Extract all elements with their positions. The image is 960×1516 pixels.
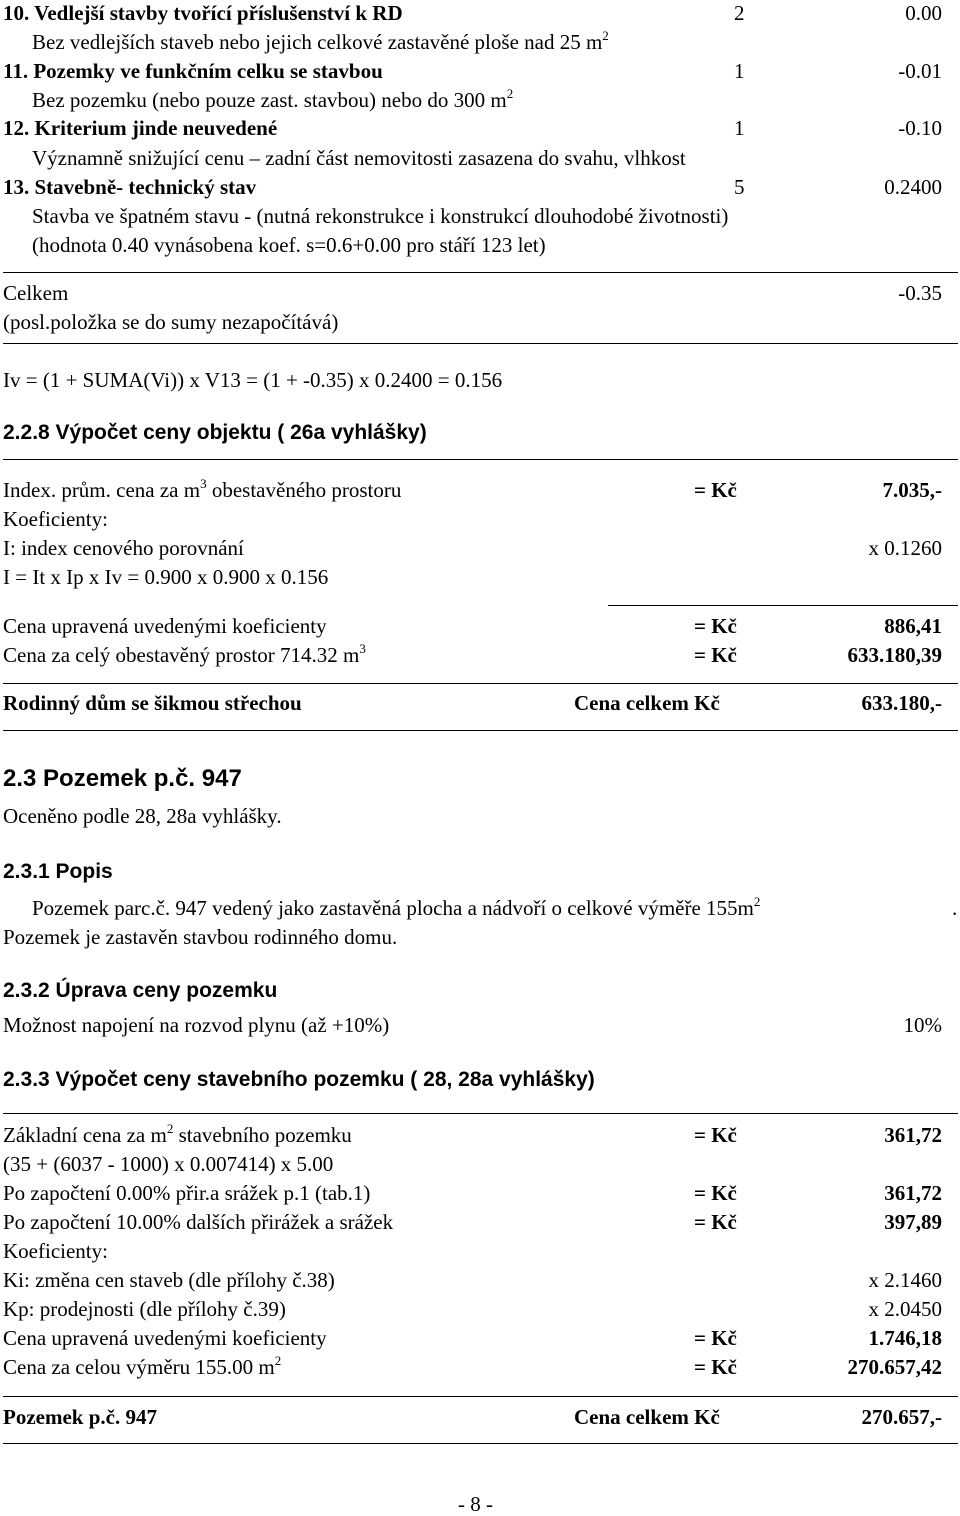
item-11-value: -0.01: [898, 59, 942, 83]
adjusted-price-label: Cena upravená uvedenými koeficienty: [3, 1326, 327, 1350]
eq-kc: = Kč: [694, 643, 737, 667]
kp-label: Kp: prodejnosti (dle přílohy č.39): [3, 1297, 286, 1321]
divider: [3, 730, 958, 731]
i-formula: I = It x Ip x Iv = 0.900 x 0.900 x 0.156: [3, 565, 329, 589]
base-price-label: Základní cena za $m^2$ stavebního pozemku: [3, 1121, 352, 1147]
page-number: - 8 -: [458, 1492, 493, 1516]
coefficients-label: Koeficienty:: [3, 507, 108, 531]
base-price-value: 361,72: [884, 1123, 942, 1147]
i-index-value: x 0.1260: [868, 536, 942, 560]
item-12-title: 12. Kriterium jinde neuvedené: [3, 116, 278, 140]
eq-kc: = Kč: [694, 1181, 737, 1205]
item-10-desc: Bez vedlejších staveb nebo jejich celkové zastavěné ploše nad 25 $m^2$: [32, 28, 609, 54]
item-10-value: 0.00: [905, 1, 942, 25]
divider: [3, 459, 958, 460]
divider: [608, 605, 958, 606]
item-12-value: -0.10: [898, 116, 942, 140]
whole-space-value: 633.180,39: [847, 643, 942, 667]
house-total-label: Rodinný dům se šikmou střechou: [3, 691, 302, 715]
eq-kc: = Kč: [694, 1210, 737, 1234]
section-heading: 2.3.3 Výpočet ceny stavebního pozemku ( 28, 28a vyhlášky): [3, 1068, 595, 1091]
land-total-mid: Cena celkem Kč: [574, 1405, 720, 1429]
total-note: (posl.položka se do sumy nezapočítává): [3, 310, 339, 334]
divider: [3, 1113, 958, 1114]
description-line: Pozemek parc.č. 947 vedený jako zastavěná plocha a nádvoří o celkové výměře $155m^2$: [32, 894, 761, 920]
item-13-value: 0.2400: [884, 175, 942, 199]
base-formula: (35 + (6037 - 1000) x 0.007414) x 5.00: [3, 1152, 334, 1176]
item-13-desc: Stavba ve špatném stavu - (nutná rekonstrukce i konstrukcí dlouhodobé životnosti): [32, 204, 729, 228]
coefficients-label: Koeficienty:: [3, 1239, 108, 1263]
section-subtitle: Oceněno podle 28, 28a vyhlášky.: [3, 804, 282, 828]
section-heading: 2.3.2 Úprava ceny pozemku: [3, 979, 278, 1002]
divider: [3, 1443, 958, 1444]
section-heading: 2.2.8 Výpočet ceny objektu ( 26a vyhlášky): [3, 421, 427, 444]
section-heading: 2.3.1 Popis: [3, 860, 113, 883]
adjustment-label: Možnost napojení na rozvod plynu (až +10%): [3, 1013, 390, 1037]
house-total-value: 633.180,-: [861, 691, 942, 715]
land-total-value: 270.657,-: [861, 1405, 942, 1429]
section-heading: 2.3 Pozemek p.č. 947: [3, 765, 242, 792]
area-price-label: Cena za celou výměru 155.00 $m^2$: [3, 1353, 282, 1379]
p1-value: 361,72: [884, 1181, 942, 1205]
total-label: Celkem: [3, 281, 69, 305]
index-price-label: Index. prům. cena za $m^3$ obestavěného prostoru: [3, 476, 402, 502]
item-11-title: 11. Pozemky ve funkčním celku se stavbou: [3, 59, 383, 83]
adjusted-price-value: 886,41: [884, 614, 942, 638]
p2-label: Po započtení 10.00% dalších přirážek a srážek: [3, 1210, 394, 1234]
adjusted-price-label: Cena upravená uvedenými koeficienty: [3, 614, 327, 638]
description-line: Pozemek je zastavěn stavbou rodinného domu.: [3, 925, 398, 949]
ki-value: x 2.1460: [868, 1268, 942, 1292]
item-10-v: 2: [734, 1, 745, 25]
iv-formula: Iv = (1 + SUMA(Vi)) x V13 = (1 + -0.35) x 0.2400 = 0.156: [3, 368, 503, 392]
land-total-label: Pozemek p.č. 947: [3, 1405, 157, 1429]
adjusted-price-value: 1.746,18: [868, 1326, 942, 1350]
index-price-value: 7.035,-: [882, 478, 942, 502]
divider: [3, 683, 958, 684]
p2-value: 397,89: [884, 1210, 942, 1234]
eq-kc: = Kč: [694, 1326, 737, 1350]
adjustment-value: 10%: [903, 1013, 942, 1037]
description-line-end: .: [952, 896, 958, 920]
item-11-v: 1: [734, 59, 745, 83]
divider: [3, 343, 958, 344]
item-10-title: 10. Vedlejší stavby tvořící příslušenství k RD: [3, 1, 403, 25]
eq-kc: = Kč: [694, 478, 737, 502]
whole-space-label: Cena za celý obestavěný prostor 714.32 $m^3$: [3, 641, 366, 667]
item-13-v: 5: [734, 175, 745, 199]
house-total-mid: Cena celkem Kč: [574, 691, 720, 715]
item-13-title: 13. Stavebně- technický stav: [3, 175, 257, 199]
kp-value: x 2.0450: [868, 1297, 942, 1321]
total-value: -0.35: [898, 281, 942, 305]
p1-label: Po započtení 0.00% přir.a srážek p.1 (tab.1): [3, 1181, 371, 1205]
ki-label: Ki: změna cen staveb (dle přílohy č.38): [3, 1268, 335, 1292]
eq-kc: = Kč: [694, 1355, 737, 1379]
area-price-value: 270.657,42: [847, 1355, 942, 1379]
eq-kc: = Kč: [694, 1123, 737, 1147]
divider: [3, 272, 958, 273]
item-11-desc: Bez pozemku (nebo pouze zast. stavbou) nebo do 300 $m^2$: [32, 86, 514, 112]
item-12-desc: Významně snižující cenu – zadní část nemovitosti zasazena do svahu, vlhkost: [32, 146, 686, 170]
eq-kc: = Kč: [694, 614, 737, 638]
item-13-desc-2: (hodnota 0.40 vynásobena koef. s=0.6+0.00 pro stáří 123 let): [32, 233, 546, 257]
i-index-label: I: index cenového porovnání: [3, 536, 244, 560]
item-12-v: 1: [734, 116, 745, 140]
divider: [3, 1396, 958, 1397]
